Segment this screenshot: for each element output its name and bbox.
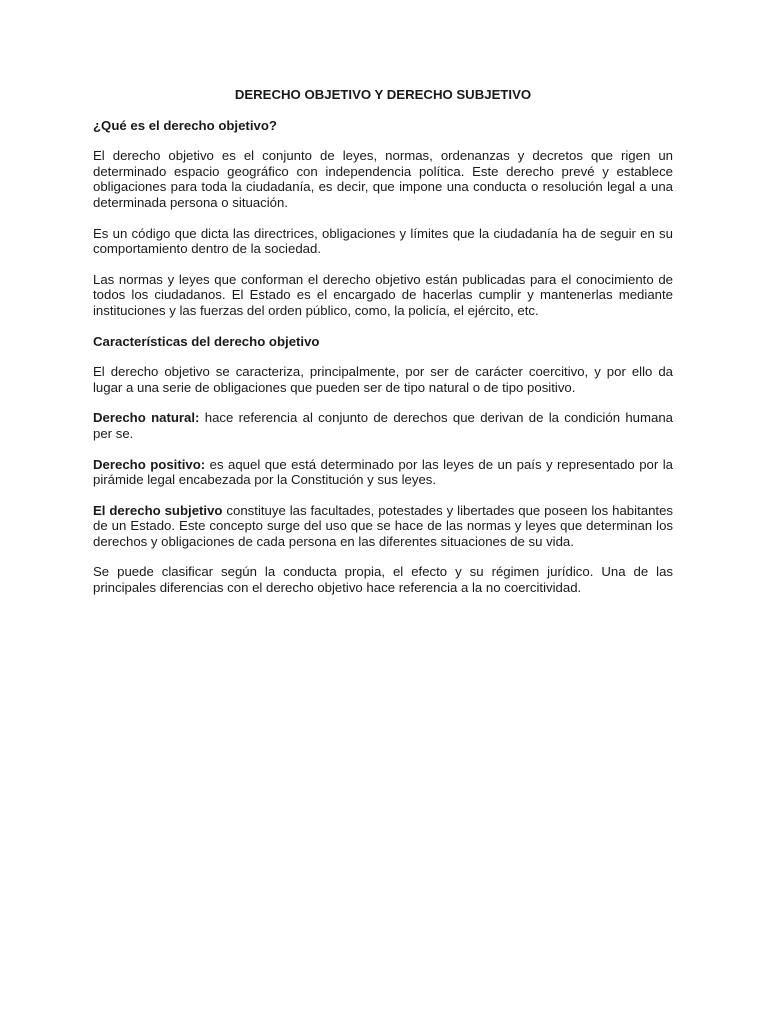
- document-page: [93, 87, 673, 611]
- paragraph-definicion: El derecho objetivo es el conjunto de leyes, normas, ordenanzas y decretos que rigen un determinado espacio geográfico con independencia política. Este derecho prevé y establece obligaciones para toda la ciudadanía, es decir, que impone una conducta o resolución legal a una determinada persona o situación.: [93, 148, 673, 210]
- section-heading-caracteristicas: Características del derecho objetivo: [93, 333, 320, 349]
- paragraph-clasificacion: Se puede clasificar según la conducta propia, el efecto y su régimen jurídico. Una de las principales diferencias con el derecho objetivo hace referencia a la no coercitividad.: [93, 564, 673, 596]
- text-derecho-positivo: es aquel que está determinado por las leyes de un país y representado por la pirámide legal encabezada por la Constitución y sus leyes.: [93, 456, 673, 488]
- paragraph-normas-leyes: Las normas y leyes que conforman el derecho objetivo están publicadas para el conocimiento de todos los ciudadanos. El Estado es el encargado de hacerlas cumplir y mantenerlas mediante instituciones y las fuerzas del orden público, como, la policía, el ejército, etc.: [93, 271, 673, 318]
- paragraph-caracteristicas: El derecho objetivo se caracteriza, principalmente, por ser de carácter coercitivo, y por ello da lugar a una serie de obligaciones que pueden ser de tipo natural o de tipo positivo.: [93, 364, 673, 395]
- term-derecho-positivo: Derecho positivo:: [93, 456, 206, 472]
- text-derecho-natural: hace referencia al conjunto de derechos que derivan de la condición humana per se.: [93, 410, 673, 441]
- section-heading-que-es: ¿Qué es el derecho objetivo?: [93, 117, 277, 133]
- term-derecho-natural: Derecho natural:: [93, 410, 200, 426]
- text-derecho-subjetivo: constituye las facultades, potestades y libertades que poseen los habitantes de un Estado. Este concepto surge del uso que se hace de las normas y leyes que determinan los derechos y obligaciones de cada persona en las diferentes situaciones de su vida.: [93, 502, 673, 549]
- paragraph-derecho-natural: [93, 410, 673, 441]
- paragraph-derecho-positivo: [93, 457, 673, 488]
- paragraph-codigo: Es un código que dicta las directrices, obligaciones y límites que la ciudadanía ha de seguir en su comportamiento dentro de la sociedad.: [93, 225, 673, 257]
- paragraph-derecho-subjetivo: [93, 503, 673, 550]
- document-title: DERECHO OBJETIVO Y DERECHO SUBJETIVO: [234, 87, 532, 102]
- term-derecho-subjetivo: El derecho subjetivo: [93, 502, 223, 518]
